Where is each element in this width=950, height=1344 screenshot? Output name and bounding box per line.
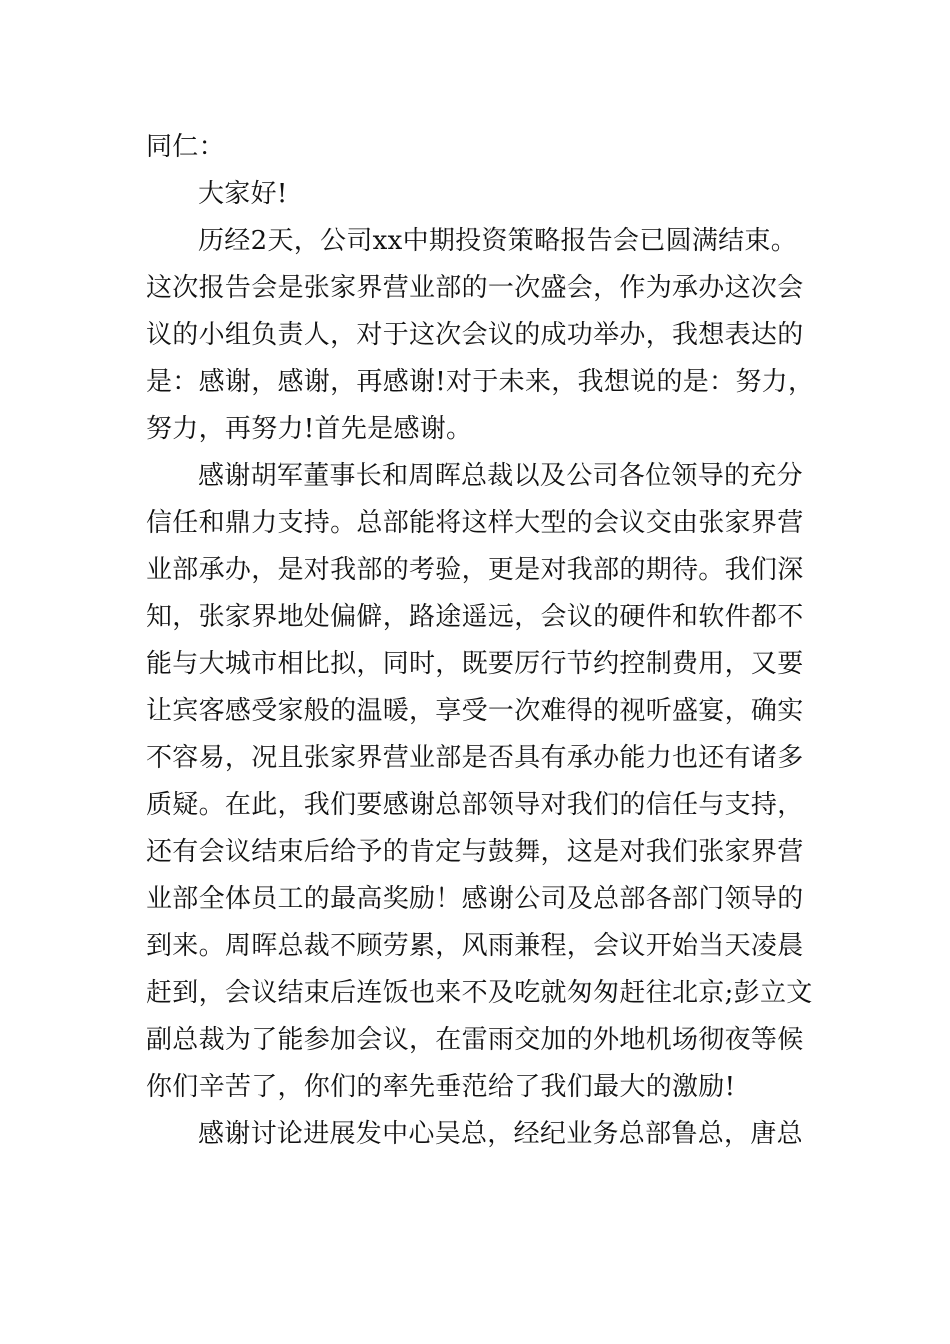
paragraph-line: 信任和鼎力支持。总部能将这样大型的会议交由张家界营 — [146, 508, 804, 538]
paragraph-line: 能与大城市相比拟，同时，既要厉行节约控制费用，又要 — [146, 649, 804, 679]
paragraph-line: 你们辛苦了，你们的率先垂范给了我们最大的激励! — [146, 1072, 736, 1102]
letter-body — [146, 124, 815, 1158]
paragraph-line: 还有会议结束后给予的肯定与鼓舞，这是对我们张家界营 — [146, 837, 804, 867]
paragraph-line: 不容易，况且张家界营业部是否具有承办能力也还有诸多 — [146, 743, 804, 773]
paragraph-line: 是：感谢，感谢，再感谢!对于未来，我想说的是：努力， — [146, 367, 815, 397]
paragraph-line: 历经2天，公司xx中期投资策略报告会已圆满结束。 — [198, 226, 798, 256]
paragraph-line: 到来。周晖总裁不顾劳累，风雨兼程，会议开始当天凌晨 — [146, 931, 804, 961]
paragraph-line: 努力，再努力!首先是感谢。 — [146, 414, 473, 444]
paragraph-line: 议的小组负责人，对于这次会议的成功举办，我想表达的 — [146, 320, 804, 350]
paragraph-line: 感谢讨论进展发中心吴总，经纪业务总部鲁总，唐总 — [198, 1119, 803, 1149]
salutation: 同仁： — [146, 132, 225, 162]
paragraph-2 — [146, 453, 813, 1111]
paragraph-line: 感谢胡军董事长和周晖总裁以及公司各位领导的充分 — [198, 461, 803, 491]
paragraph-line: 质疑。在此，我们要感谢总部领导对我们的信任与支持， — [146, 790, 804, 820]
paragraph-3 — [146, 1111, 808, 1158]
paragraph-line: 业部全体员工的最高奖励！感谢公司及总部各部门领导的 — [146, 884, 804, 914]
paragraph-line: 知，张家界地处偏僻，路途遥远，会议的硬件和软件都不 — [146, 602, 804, 632]
paragraph-line: 业部承办，是对我部的考验，更是对我部的期待。我们深 — [146, 555, 804, 585]
greeting: 大家好! — [198, 179, 288, 209]
paragraph-line: 这次报告会是张家界营业部的一次盛会，作为承办这次会 — [146, 273, 804, 303]
paragraph-line: 让宾客感受家般的温暖，享受一次难得的视听盛宴，确实 — [146, 696, 804, 726]
paragraph-line: 副总裁为了能参加会议，在雷雨交加的外地机场彻夜等候 — [146, 1025, 804, 1055]
paragraph-1 — [146, 218, 815, 453]
paragraph-line: 赶到，会议结束后连饭也来不及吃就匆匆赶往北京;彭立文 — [146, 978, 813, 1008]
